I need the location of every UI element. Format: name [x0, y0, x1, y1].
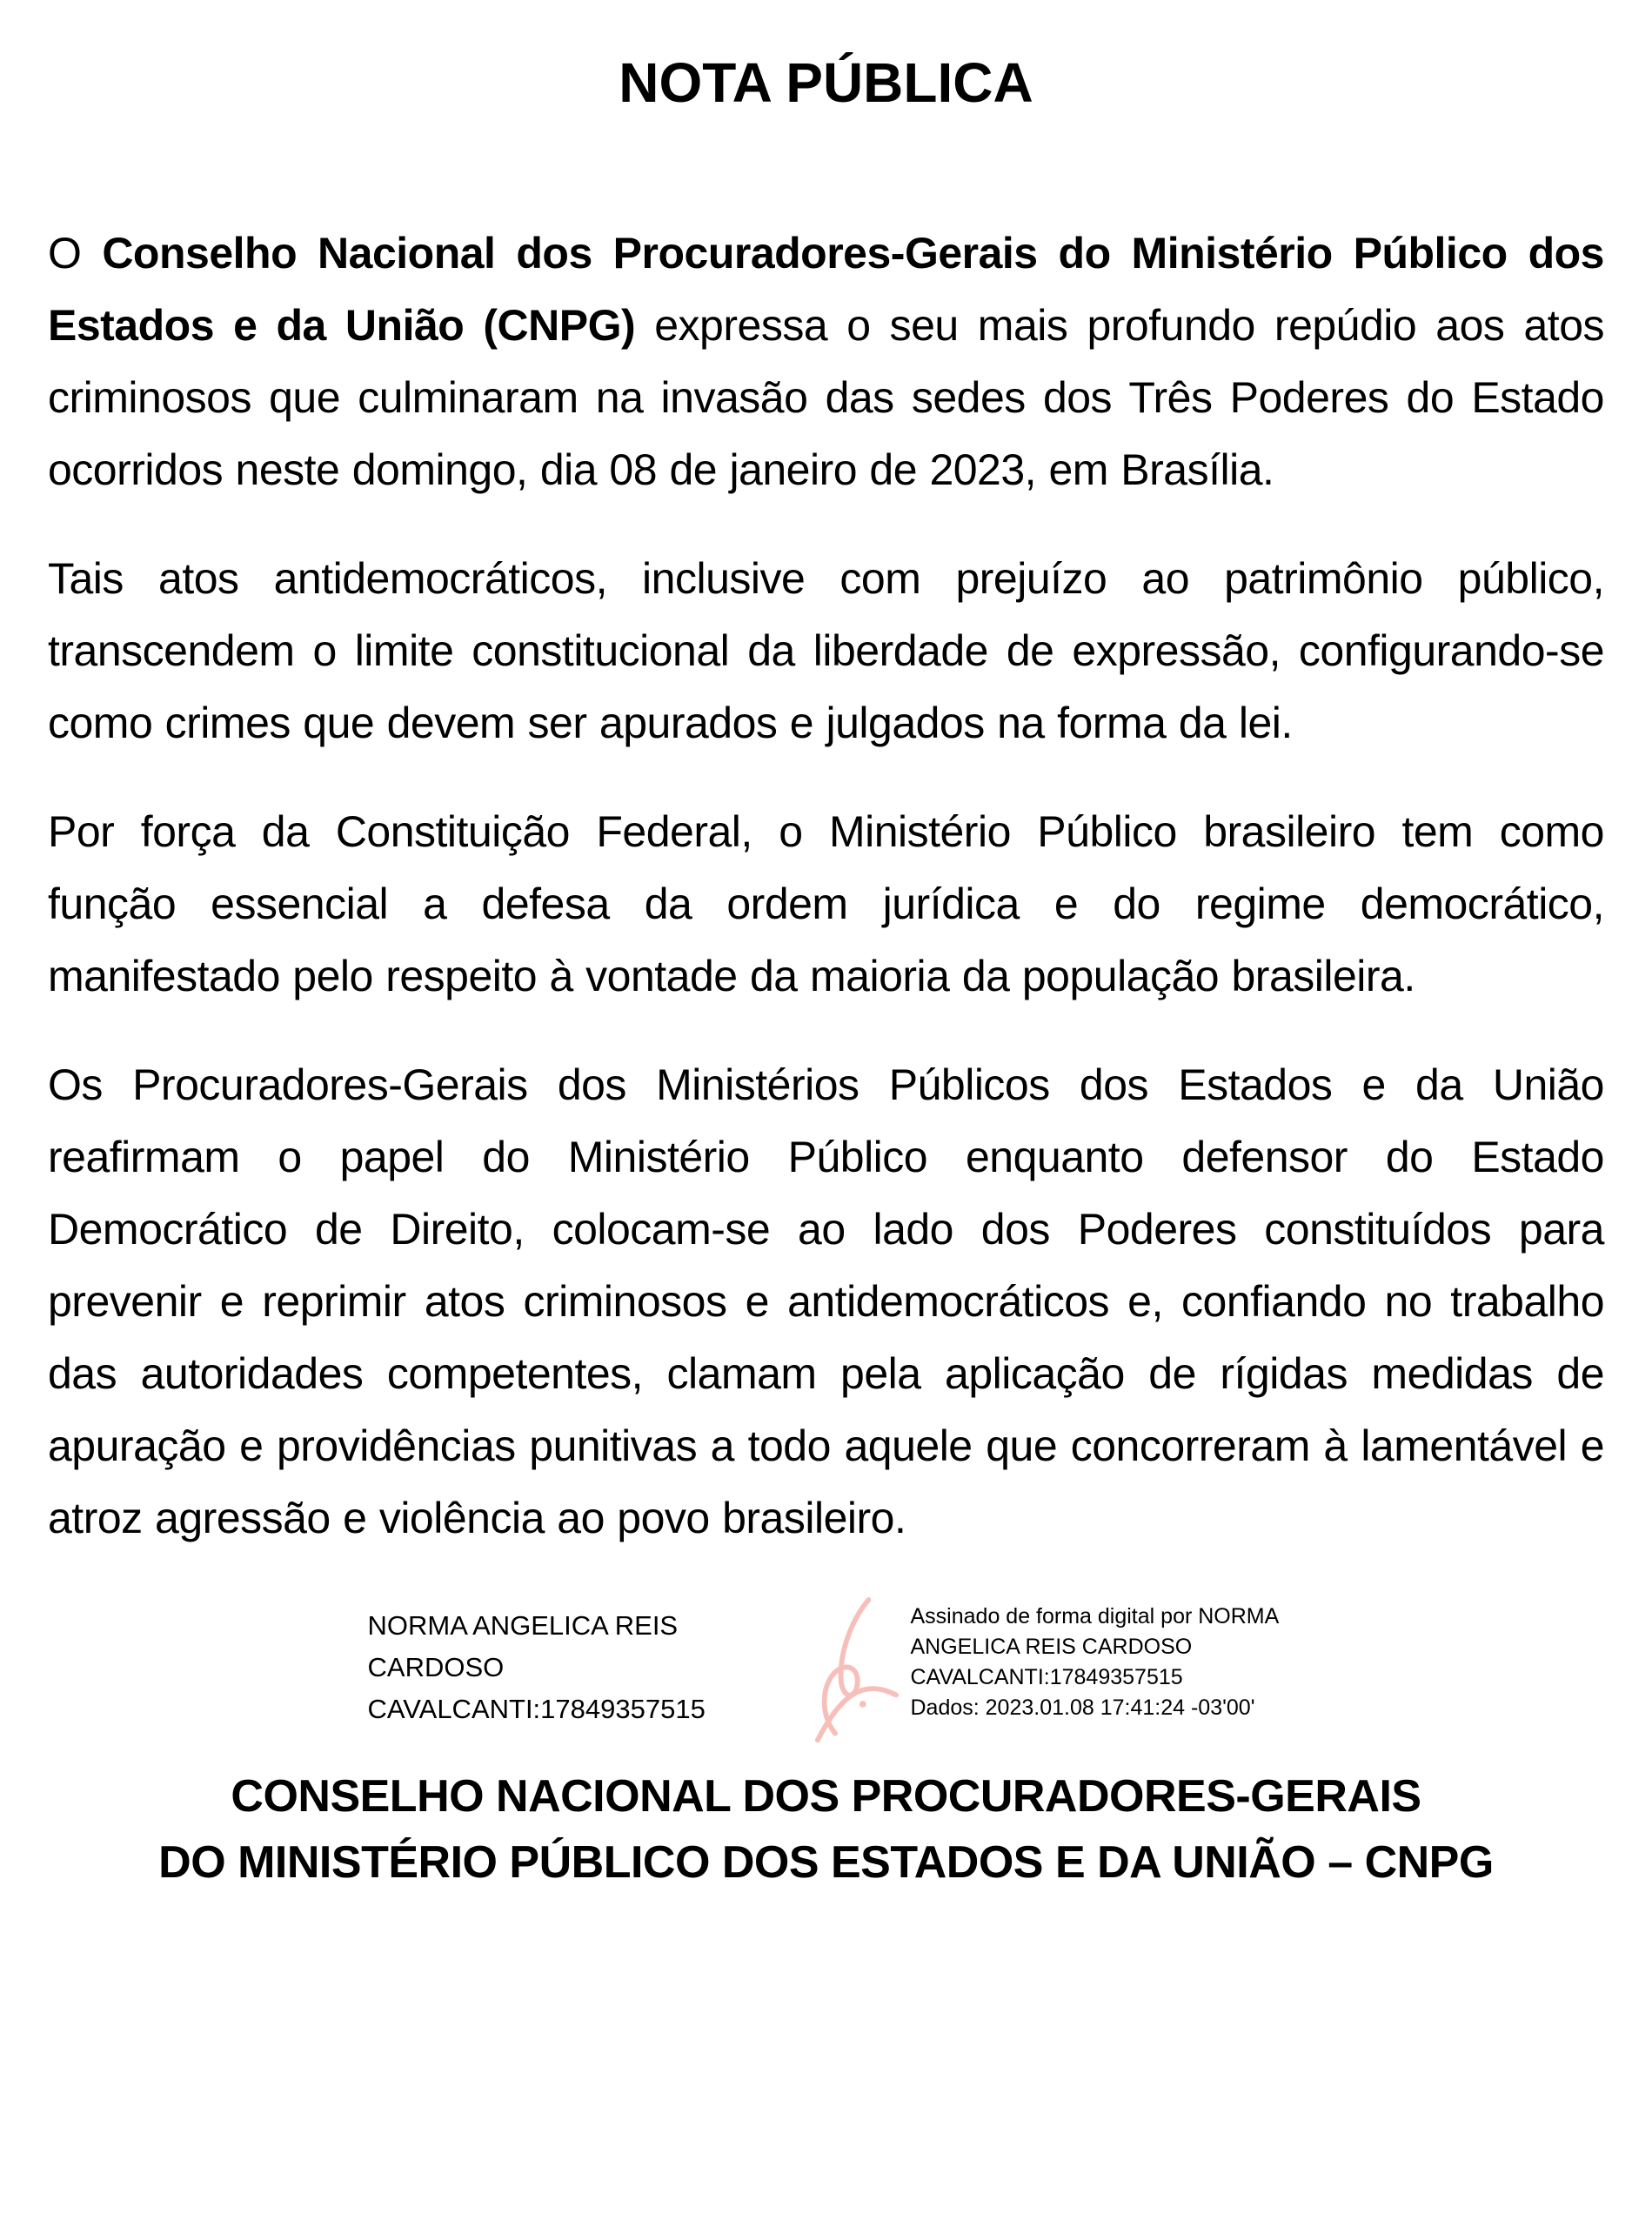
signature-flourish-icon	[815, 1595, 899, 1749]
signer-name-line-3: CAVALCANTI:17849357515	[367, 1694, 706, 1724]
paragraph-1-lead: O	[48, 229, 103, 278]
paragraph-1-bold-segment: Conselho Nacional dos Procuradores-Gerais do Ministério Público dos Estados e da União (CNPG)	[48, 229, 1604, 350]
paragraph-3: Por força da Constituição Federal, o Ministério Público brasileiro tem como função essencial a defesa da ordem jurídica e do regime democrático, manifestado pelo respeito à vontade da maioria da população brasileira.	[48, 807, 1604, 1000]
document-title: NOTA PÚBLICA	[619, 51, 1033, 114]
signer-name-line-1: NORMA ANGELICA REIS	[367, 1610, 679, 1641]
document-footer	[48, 1763, 1604, 1896]
signature-details-line-1: Assinado de forma digital por NORMA	[910, 1604, 1280, 1628]
signer-name-line-2: CARDOSO	[367, 1652, 505, 1682]
signature-details-line-4: Dados: 2023.01.08 17:41:24 -03'00'	[910, 1695, 1255, 1720]
paragraph-1	[48, 217, 1604, 506]
signature-details-line-3: CAVALCANTI:17849357515	[910, 1665, 1183, 1689]
paragraph-4: Os Procuradores-Gerais dos Ministérios Públicos dos Estados e da União reafirmam o papel do Ministério Público enquanto defensor do Estado Democrático de Direito, colocam-se ao lado dos Poderes constituídos para prevenir e reprimir atos criminosos e antidemocráticos e, confiando no trabalho das autoridades competentes, clamam pela aplicação de rígidas medidas de apuração e providências punitivas a todo aquele que concorreram à lamentável e atroz agressão e violência ao povo brasileiro.	[48, 1060, 1604, 1542]
footer-line-2: DO MINISTÉRIO PÚBLICO DOS ESTADOS E DA UNIÃO – CNPG	[158, 1837, 1494, 1888]
signer-name	[368, 1591, 803, 1730]
signature-details-line-2: ANGELICA REIS CARDOSO	[910, 1635, 1193, 1659]
digital-signature-block	[126, 1591, 1604, 1749]
paragraph-2: Tais atos antidemocráticos, inclusive com prejuízo ao patrimônio público, transcendem o limite constitucional da liberdade de expressão, configurando-se como crimes que devem ser apurados e julgados na forma da lei.	[48, 554, 1604, 747]
signature-details	[911, 1591, 1363, 1723]
paragraph-1-rest: expressa o seu mais profundo repúdio aos atos criminosos que culminaram na invasão das sedes dos Três Poderes do Estado ocorridos neste domingo, dia 08 de janeiro de 2023, em Brasília.	[48, 301, 1604, 494]
document-body	[48, 217, 1604, 1555]
footer-line-1: CONSELHO NACIONAL DOS PROCURADORES-GERAIS	[231, 1771, 1421, 1822]
